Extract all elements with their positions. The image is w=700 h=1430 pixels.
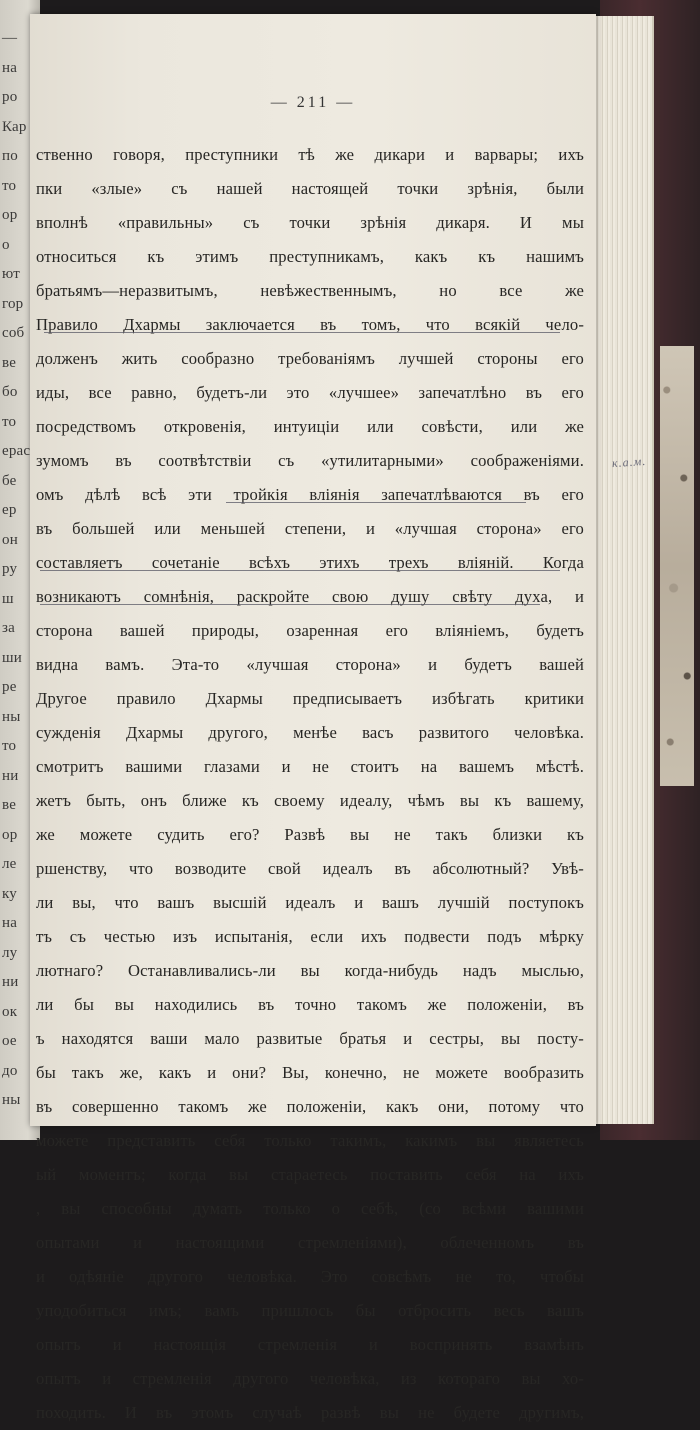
pencil-underline [44,332,560,333]
text-line: опытъ и стремленія другого человѣка, из котораго вы хо- [36,1369,584,1388]
text-line: бы такъ же, какъ и они? Вы, конечно, не можете вообразить [36,1063,584,1082]
left-page-fragment: ш [2,590,14,607]
text-line: уподобиться имъ; вамъ пришлось бы отбросить весь вашъ [36,1301,584,1320]
text-line: жетъ быть, онъ ближе къ своему идеалу, чѣмъ вы къ вашему, [36,791,584,810]
text-line: сторона вашей природы, озаренная его вліяніемъ, будетъ [36,621,584,640]
left-page-fragment: по [2,148,18,164]
left-page-fragment: ок [2,1003,18,1020]
text-line: братьямъ—неразвитымъ, невѣжественнымъ, но все же [36,281,584,300]
pencil-underline [226,502,526,503]
text-line: лютнаго? Останавливались-ли вы когда-нибудь надъ мыслью, [36,961,584,980]
left-page-fragment: ны [2,1092,21,1108]
marbled-endpaper [660,346,694,786]
left-page-fragment: гор [2,295,24,312]
text-line: иды, все равно, будетъ-ли это «лучшее» запечатлѣно въ его [36,383,584,402]
text-line: зумомъ въ соотвѣтствіи съ «утилитарными» соображеніями. [36,451,584,470]
text-line: можете представить себя только такимъ, какимъ вы являетесь [36,1131,584,1150]
text-line: смотритъ вашими глазами и не стоитъ на вашемъ мѣстѣ. [36,757,584,776]
text-line: ли бы вы находились въ точно такомъ же положеніи, въ [36,995,584,1014]
left-page-fragment: за [2,620,15,636]
text-line: же можете судить его? Развѣ вы не такъ близки къ [36,825,584,844]
text-line: составляетъ сочетаніе всѣхъ этихъ трехъ вліяній. Когда [36,553,584,572]
left-page-fragment: ре [2,679,17,695]
left-page-fragment: Кар [2,118,27,135]
left-page-fragment: то [2,738,17,754]
text-line: Правило Дхармы заключается въ томъ, что всякій чело- [36,315,584,334]
left-page-fragment: то [2,413,17,430]
text-line: ршенству, что возводите свой идеалъ въ абсолютный? Увѣ- [36,859,584,878]
left-page-fragment: ерас [2,443,31,459]
text-line: видна вамъ. Эта-то «лучшая сторона» и будетъ вашей [36,655,584,674]
text-line: ый моментъ; когда вы стараетесь поставить себя на ихъ [36,1165,584,1184]
left-page-fragment: ве [2,354,17,371]
book-page [30,14,596,1422]
text-line: вполнѣ «правильны» съ точки зрѣнія дикаря. И мы [36,213,584,232]
margin-note: к.а.м. [611,453,647,471]
text-line: тъ съ честью изъ испытанія, если ихъ подвести подъ мѣрку [36,927,584,946]
left-page-fragment: ку [2,885,17,902]
left-page-fragment: ле [2,856,17,872]
text-line: , вы способны думать только о себѣ, (со всѣми вашими [36,1199,584,1218]
left-page-fragment: лу [2,944,18,961]
left-page-fragment: бо [2,384,18,400]
text-line: относиться къ этимъ преступникамъ, какъ къ нашимъ [36,247,584,266]
left-page-fragment: ны [2,708,21,725]
text-line: опытами и настоящими стремленіями), облеченномъ въ [36,1233,584,1252]
text-line: въ совершенно такомъ же положеніи, какъ они, потому что [36,1097,584,1116]
left-page-fragment: ве [2,797,17,813]
left-page-fragment: ер [2,502,17,518]
left-page-fragment: он [2,531,18,548]
text-line: въ большей или меньшей степени, и «лучшая сторона» его [36,519,584,538]
left-page-fragment: о [2,236,10,253]
left-page-fragment: ор [2,207,18,223]
left-page-fragment: ое [2,1033,17,1049]
left-page-fragment: — [2,30,18,46]
pencil-underline [40,570,560,571]
left-page-fragment: на [2,915,18,931]
text-line: опытъ и настоящія стремленія и воспринять взамѣнъ [36,1335,584,1354]
text-line: походить. И въ этомъ случаѣ развѣ вы не будете другимъ, [36,1403,584,1422]
page-edges [590,16,654,1124]
text-line: омъ дѣлѣ всѣ эти тройкія вліянія запечатлѣваются въ его [36,485,584,504]
left-page-fragment: до [2,1062,18,1079]
left-page-fragment: на [2,59,18,76]
text-line: пки «злые» съ нашей настоящей точки зрѣнія, были [36,179,584,198]
text-line: посредствомъ откровенія, интуиціи или совѣсти, или же [36,417,584,436]
text-line: ственно говоря, преступники тѣ же дикари и варвары; ихъ [36,145,584,164]
left-page-fragment: ни [2,974,19,990]
page-number: — 211 — [270,94,356,111]
text-line: ли вы, что вашъ высшій идеалъ и вашъ лучшій поступокъ [36,893,584,912]
left-page-fragment: то [2,177,17,194]
left-page-fragment: ор [2,826,18,843]
text-line: Другое правило Дхармы предписываетъ избѣгать критики [36,689,584,708]
text-line: возникаютъ сомнѣнія, раскройте свою душу свѣту духа, и [36,587,584,606]
left-page-fragment: бе [2,472,17,489]
text-line: долженъ жить сообразно требованіямъ лучшей стороны его [36,349,584,368]
pencil-underline [40,604,540,605]
left-page-fragment: ши [2,649,22,666]
left-page-fragment: ро [2,89,18,105]
left-page-fragment: ру [2,561,18,577]
left-page-fragment: ни [2,767,19,784]
left-page-fragment: ют [2,266,20,282]
left-page-fragment: соб [2,325,25,341]
text-line: ъ находятся ваши мало развитые братья и сестры, вы посту- [36,1029,584,1048]
text-line: сужденія Дхармы другого, менѣе васъ развитого человѣка. [36,723,584,742]
text-line: и одѣяніе другого человѣка. Это совсѣмъ не то, чтобы [36,1267,584,1286]
